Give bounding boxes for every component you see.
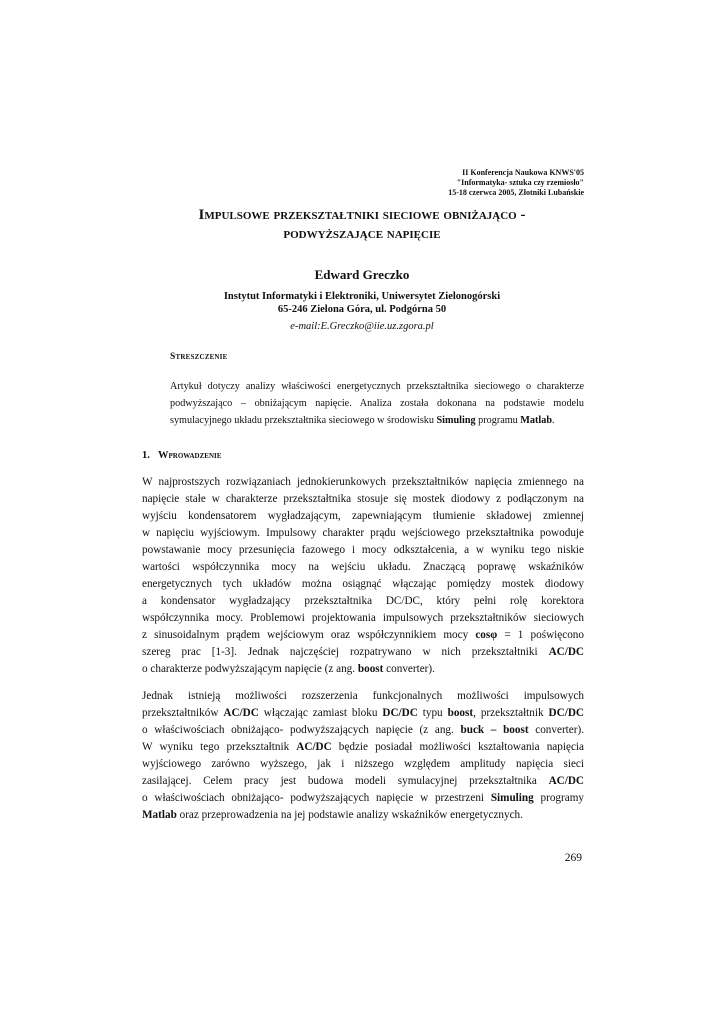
affiliation-line-2: 65-246 Zielona Góra, ul. Podgórna 50 — [277, 304, 447, 315]
conference-line-1: II Konferencja Naukowa KNWS'05 — [462, 168, 584, 177]
bold-term: Matlab — [520, 415, 552, 426]
bold-term: boost — [447, 707, 474, 719]
text-line: energetycznych tych układów można osiągnąć włączając pomiędzy mostek diodowy — [142, 578, 584, 590]
section-number: 1. — [142, 450, 150, 461]
text-line: współczynnika mocy. Problemowi projektowania impulsowych przekształtników sieciowych — [142, 612, 584, 624]
paragraph-1 — [142, 474, 584, 678]
bold-term: Simuling — [436, 415, 476, 426]
conference-line-2: "Informatyka- sztuka czy rzemiosło" — [456, 178, 584, 187]
author-affiliation — [0, 290, 724, 316]
conference-line-3: 15-18 czerwca 2005, Złotniki Lubańskie — [448, 188, 584, 197]
text-line: Jednak istnieją możliwości rozszerzenia funkcjonalnych możliwości impulsowych — [142, 690, 584, 702]
bold-term: cosφ — [475, 629, 498, 641]
text-line: Artykuł dotyczy analizy właściwości energetycznych przekształtnika sieciowego o charakterze — [170, 381, 584, 392]
affiliation-line-1: Instytut Informatyki i Elektroniki, Uniwersytet Zielonogórski — [223, 291, 501, 302]
text-line: o charakterze podwyższającym napięcie (z ang. boost converter). — [142, 663, 435, 675]
author-name: Edward Greczko — [314, 267, 410, 282]
text-line: napięcie stałe w charakterze przekształtnika stosuje się mostek diodowy z podłączonym na — [142, 493, 584, 505]
text-line: szereg prac [1-3]. Jednak najczęściej rozpatrywano w nich przekształtniki AC/DC — [142, 646, 584, 658]
text-line: w napięciu wyjściowym. Impulsowy charakter prądu wejściowego przekształtnika powoduje — [142, 527, 584, 539]
text-line: podwyższająco – obniżającym napięcie. Analiza została dokonana na podstawie modelu — [170, 398, 584, 409]
bold-term: AC/DC — [548, 646, 584, 658]
paper-title-line-2: podwyższające napięcie — [283, 226, 441, 242]
text-line: o właściwościach obniżająco- podwyższających napięcie (z ang. buck – boost converter). — [142, 724, 584, 736]
section-title: Wprowadzenie — [158, 450, 222, 461]
bold-term: DC/DC — [382, 707, 418, 719]
text-line: wyjściowego zarówno wyższego, jak i niższego względem amplitudy napięcia sieci — [142, 758, 584, 770]
bold-term: boost — [357, 663, 384, 675]
text-line: z sinusoidalnym prądem wejściowym oraz współczynnikiem mocy cosφ = 1 poświęcono — [142, 629, 584, 641]
text-line: wyjściu kondensatorem wygładzającym, zapewniającym tłumienie składowej zmiennej — [142, 510, 584, 522]
paper-title-line-1: Impulsowe przekształtniki sieciowe obniżająco - — [198, 207, 526, 223]
bold-term: Matlab — [142, 809, 177, 821]
text-line: wartości współczynnika mocy na wejściu układu. Znaczącą poprawę wskaźników — [142, 561, 584, 573]
text-line: Matlab oraz przeprowadzenia na jej podstawie analizy wskaźników energetycznych. — [142, 809, 523, 821]
bold-term: AC/DC — [296, 741, 332, 753]
text-line: o właściwościach obniżająco- podwyższających napięcie w przestrzeni Simuling programy — [142, 792, 584, 804]
author-email: e-mail:E.Greczko@iie.uz.zgora.pl — [290, 321, 434, 332]
abstract-body — [170, 378, 584, 429]
text-line: symulacyjnego układu przekształtnika sieciowego w środowisku Simuling programu Matlab. — [170, 415, 555, 426]
text-line: a kondensator wygładzający przekształtnika DC/DC, który pełni rolę korektora — [142, 595, 584, 607]
abstract-heading: Streszczenie — [170, 352, 228, 362]
section-heading — [142, 450, 221, 461]
conference-header — [448, 168, 584, 198]
text-line: powstawanie mocy przesunięcia fazowego i mocy odkształcenia, a w wyniku tego niskie — [142, 544, 584, 556]
paragraph-2 — [142, 688, 584, 824]
bold-term: Simuling — [490, 792, 534, 804]
bold-term: DC/DC — [548, 707, 584, 719]
paper-title — [0, 206, 724, 244]
bold-term: AC/DC — [548, 775, 584, 787]
text-line: W najprostszych rozwiązaniach jednokierunkowych przekształtników napięcia zmiennego na — [142, 476, 584, 488]
text-line: zasilającej. Celem pracy jest budowa modeli symulacyjnej przekształtnika AC/DC — [142, 775, 584, 787]
bold-term: AC/DC — [223, 707, 259, 719]
bold-term: buck – boost — [460, 724, 529, 736]
text-line: przekształtników AC/DC włączając zamiast bloku DC/DC typu boost, przekształtnik DC/DC — [142, 707, 584, 719]
page-number: 269 — [564, 852, 582, 864]
text-line: W wyniku tego przekształtnik AC/DC będzie posiadał możliwości kształtowania napięcia — [142, 741, 584, 753]
